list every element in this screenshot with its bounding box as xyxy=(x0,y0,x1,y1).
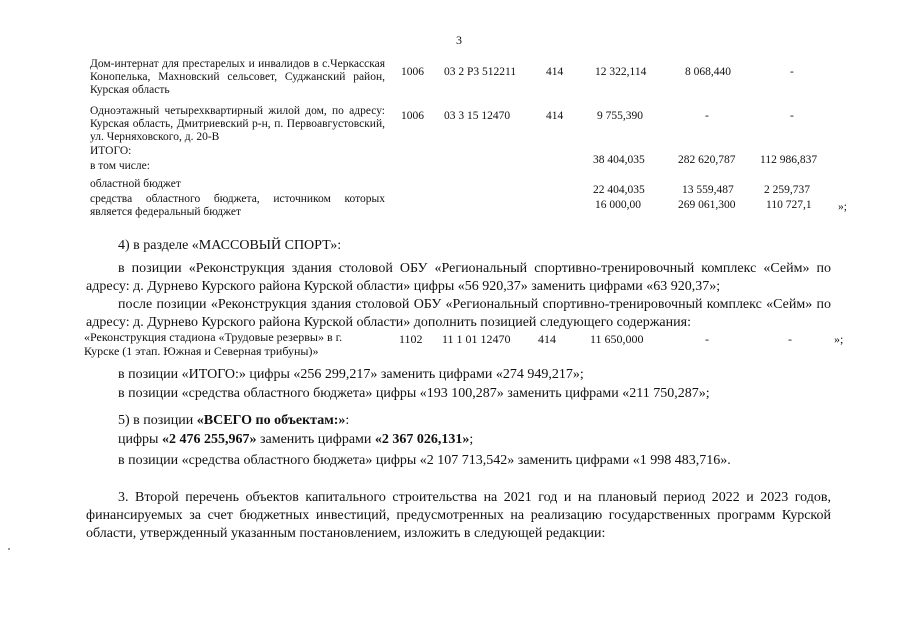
row-code-section: 1006 xyxy=(401,110,424,122)
row-value-2022: - xyxy=(705,110,709,122)
section5-heading-bold: «ВСЕГО по объектам:» xyxy=(196,413,346,428)
row-code-type: 414 xyxy=(546,66,564,78)
row-value-2023: - xyxy=(790,66,794,78)
new-row-code-type: 414 xyxy=(538,332,556,346)
section5-line1-prefix: цифры xyxy=(118,432,162,447)
obl-label: областной бюджет xyxy=(90,178,181,190)
itogo-label: ИТОГО: xyxy=(90,145,132,157)
new-row-name-line2: Курске (1 этап. Южная и Северная трибуны)» xyxy=(84,344,319,358)
section3-paragraph: 3. Второй перечень объектов капитального строительства на 2021 год и на плановый период 2022 и 2023 годов, финансируемых за счет бюджетных инвестиций, предусмотренных на реализацию государственных программ Курской области, утвержденный указанным постановлением, изложить в следующей редакции: xyxy=(86,490,831,541)
row-code-target: 03 3 15 12470 xyxy=(444,110,511,122)
row-name: Одноэтажный четырехквартирный жилой дом, по адресу: Курская область, Дмитриевский р-н, п. Первоавгустовский, ул. Черняховского, д. 20-В xyxy=(90,105,385,143)
new-row-value-2021: 11 650,000 xyxy=(590,332,644,346)
new-row-name-line1: «Реконструкция стадиона «Трудовые резервы» в г. xyxy=(84,330,343,344)
section5-heading-suffix: : xyxy=(345,413,350,428)
fed-row-end: »; xyxy=(838,201,847,213)
new-row-end: »; xyxy=(834,332,844,346)
row-value-2022: 8 068,440 xyxy=(685,66,731,78)
section4-paragraph-1: в позиции «Реконструкция здания столовой ОБУ «Региональный спортивно-тренировочный комплекс «Сейм» по адресу: д. Дурнево Курского района Курской области» цифры «56 920,37» заменить цифрами «63 920,37»; xyxy=(86,261,831,294)
row-code-section: 1006 xyxy=(401,66,424,78)
obl-value-2022: 13 559,487 xyxy=(682,184,734,196)
new-row-value-2023: - xyxy=(788,332,792,346)
new-row-code-target: 11 1 01 12470 xyxy=(442,332,511,346)
fed-value-2022: 269 061,300 xyxy=(678,199,736,211)
section5-heading xyxy=(118,412,349,430)
section4-paragraph-3: в позиции «ИТОГО:» цифры «256 299,217» заменить цифрами «274 949,217»; xyxy=(118,367,584,382)
fed-value-2021: 16 000,00 xyxy=(595,199,641,211)
page-number: 3 xyxy=(456,33,462,47)
vtom-label: в том числе: xyxy=(90,160,150,172)
section5-line-2: в позиции «средства областного бюджета» цифры «2 107 713,542» заменить цифрами «1 998 483,716». xyxy=(118,453,731,468)
itogo-value-2021: 38 404,035 xyxy=(593,154,645,166)
section5-old-total: «2 476 255,967» xyxy=(161,432,257,447)
scan-speck xyxy=(8,548,10,550)
row-value-2021: 9 755,390 xyxy=(597,110,643,122)
section4-paragraph-4: в позиции «средства областного бюджета» цифры «193 100,287» заменить цифрами «211 750,287»; xyxy=(118,386,710,401)
section5-line1-suffix: ; xyxy=(469,432,474,447)
row-code-type: 414 xyxy=(546,110,564,122)
row-code-target: 03 2 Р3 512211 xyxy=(444,66,517,78)
itogo-value-2022: 282 620,787 xyxy=(678,154,736,166)
row-value-2023: - xyxy=(790,110,794,122)
obl-value-2021: 22 404,035 xyxy=(593,184,645,196)
obl-value-2023: 2 259,737 xyxy=(764,184,810,196)
section5-line1-mid: заменить цифрами xyxy=(256,432,375,447)
fed-value-2023: 110 727,1 xyxy=(766,199,812,211)
section5-line-1 xyxy=(118,431,473,449)
section4-heading: 4) в разделе «МАССОВЫЙ СПОРТ»: xyxy=(118,238,342,253)
new-row-code-section: 1102 xyxy=(399,332,423,346)
fed-label: средства областного бюджета, источником которых является федеральный бюджет xyxy=(90,193,385,218)
section5-heading-prefix: 5) в позиции xyxy=(118,413,197,428)
section5-new-total: «2 367 026,131» xyxy=(374,432,470,447)
itogo-value-2023: 112 986,837 xyxy=(760,154,818,166)
section4-paragraph-2: после позиции «Реконструкция здания столовой ОБУ «Региональный спортивно-тренировочный комплекс «Сейм» по адресу: д. Дурнево Курского района Курской области» дополнить позицией следующего содержания: xyxy=(86,297,831,330)
row-name: Дом-интернат для престарелых и инвалидов в с.Черкасская Конопелька, Махновский сельсовет, Суджанский район, Курская область xyxy=(90,58,385,96)
new-row-value-2022: - xyxy=(705,332,709,346)
row-value-2021: 12 322,114 xyxy=(595,66,647,78)
